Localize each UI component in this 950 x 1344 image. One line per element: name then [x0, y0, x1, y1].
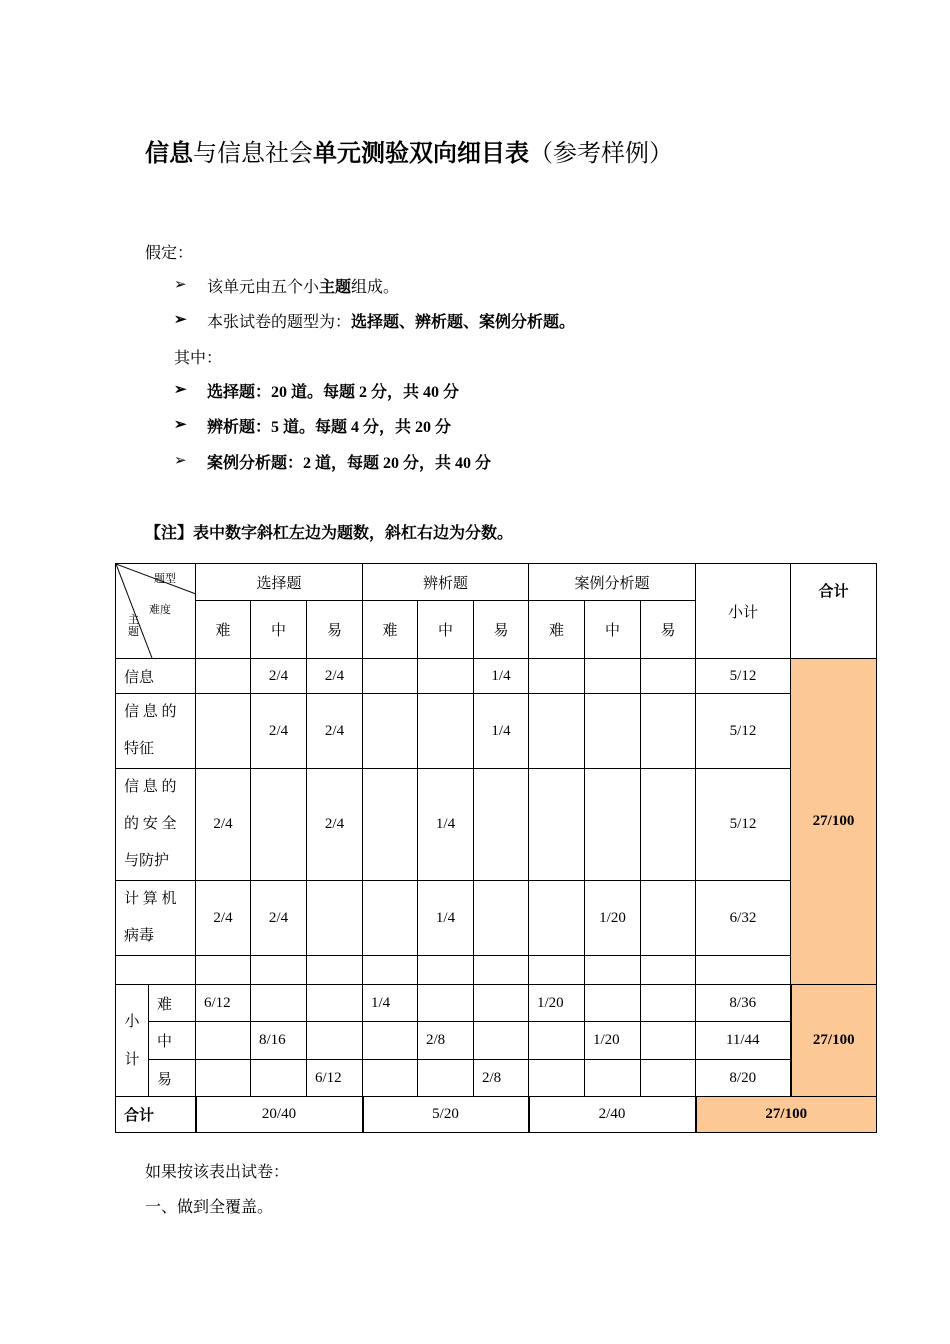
difficulty-label: 难度 — [149, 604, 171, 616]
table-cell — [363, 769, 418, 881]
table-cell: 2/4 — [307, 769, 363, 881]
among-label: 其中： — [174, 350, 223, 367]
bullet-arrow-icon: ➢ — [174, 382, 187, 398]
table-cell — [474, 769, 529, 881]
bullet-line-4: 辨析题：5 道。每题 4 分，共 20 分 — [207, 419, 452, 436]
b2-bold: 选择题、辨析题、案例分析题。 — [351, 314, 576, 331]
table-row — [116, 985, 877, 1022]
table-cell: 6/12 — [307, 1060, 363, 1097]
table-cell: 2/4 — [251, 881, 307, 956]
table-cell: 2/4 — [307, 659, 363, 694]
table-cell — [418, 1060, 474, 1097]
subtotal-label-cell — [116, 985, 149, 1097]
table-cell — [196, 659, 251, 694]
table-cell — [307, 881, 363, 956]
table-cell — [196, 956, 251, 985]
subtotal-cell: 8/20 — [696, 1060, 791, 1097]
table-cell: 2/8 — [474, 1060, 529, 1097]
table-cell — [474, 985, 529, 1022]
table-row — [116, 956, 877, 985]
table-cell — [585, 659, 641, 694]
table-cell: 1/20 — [529, 985, 585, 1022]
level-total-cell: 27/100 — [791, 985, 877, 1097]
subtotal-cell — [696, 956, 791, 985]
table-cell: 1/4 — [418, 769, 474, 881]
table-note: 【注】表中数字斜杠左边为题数，斜杠右边为分数。 — [145, 525, 514, 542]
table-cell — [641, 694, 696, 769]
table-cell — [307, 985, 363, 1022]
b2-pre: 本张试卷的题型为： — [207, 314, 352, 331]
table-cell: 2/4 — [196, 769, 251, 881]
bullet-line-2 — [207, 309, 575, 332]
level-mid: 中 — [585, 601, 641, 659]
topic-cell: 信 息 的 的 安 全 与防护 — [116, 769, 196, 881]
table-cell — [418, 985, 474, 1022]
title-part-4: （参考样例） — [529, 140, 673, 167]
table-cell — [585, 1060, 641, 1097]
table-cell — [307, 1022, 363, 1060]
level-easy: 易 — [474, 601, 529, 659]
level-hard: 难 — [196, 601, 251, 659]
table-row — [116, 881, 877, 956]
table-cell: 1/20 — [585, 881, 641, 956]
subtotal-header: 小计 — [696, 564, 791, 659]
table-cell — [585, 769, 641, 881]
total-header: 合计 — [791, 564, 877, 659]
b1-pre: 该单元由五个小 — [207, 279, 320, 296]
table-cell: 2/4 — [307, 694, 363, 769]
total-analysis: 5/20 — [363, 1097, 529, 1133]
level-hard: 难 — [363, 601, 418, 659]
group-header-analysis: 辨析题 — [363, 564, 529, 601]
level-cell: 难 — [149, 985, 196, 1022]
topic-cell: 信 息 的 特征 — [116, 694, 196, 769]
table-cell: 2/4 — [196, 881, 251, 956]
table-cell: 1/4 — [474, 659, 529, 694]
table-cell — [418, 694, 474, 769]
table-cell — [196, 1022, 251, 1060]
table-cell — [585, 694, 641, 769]
spec-table — [115, 563, 877, 1133]
table-cell — [529, 1060, 585, 1097]
table-row — [116, 1022, 877, 1060]
topic-cell — [116, 956, 196, 985]
footer-line-1: 如果按该表出试卷： — [145, 1164, 290, 1181]
table-cell — [529, 769, 585, 881]
table-cell — [641, 659, 696, 694]
subtotal-cell: 5/12 — [696, 694, 791, 769]
b1-bold: 主题 — [319, 279, 352, 296]
bullet-line-5: 案例分析题：2 道，每题 20 分，共 40 分 — [207, 455, 492, 472]
table-cell — [641, 1022, 696, 1060]
topic-label: 主题 — [128, 614, 139, 638]
group-header-case: 案例分析题 — [529, 564, 696, 601]
table-cell — [363, 659, 418, 694]
table-cell: 2/8 — [418, 1022, 474, 1060]
table-cell — [251, 985, 307, 1022]
topic-cell: 计 算 机 病毒 — [116, 881, 196, 956]
topic-total-cell: 27/100 — [791, 659, 877, 985]
total-choice: 20/40 — [196, 1097, 363, 1133]
table-cell — [641, 769, 696, 881]
title-part-1: 信息 — [145, 140, 193, 167]
table-cell — [363, 1022, 418, 1060]
table-cell — [363, 1060, 418, 1097]
topic-cell: 信息 — [116, 659, 196, 694]
table-cell: 2/4 — [251, 659, 307, 694]
table-cell — [585, 956, 641, 985]
level-mid: 中 — [418, 601, 474, 659]
table-cell — [418, 659, 474, 694]
bullet-arrow-icon: ➢ — [174, 277, 187, 293]
table-cell — [363, 694, 418, 769]
footer-line-2: 一、做到全覆盖。 — [145, 1199, 274, 1216]
group-header-choice: 选择题 — [196, 564, 363, 601]
table-cell: 2/4 — [251, 694, 307, 769]
bullet-arrow-icon: ➢ — [174, 453, 187, 469]
table-cell — [474, 956, 529, 985]
subtotal-cell: 5/12 — [696, 769, 791, 881]
diagonal-header-cell — [116, 564, 196, 659]
table-cell — [474, 881, 529, 956]
table-cell — [418, 956, 474, 985]
table-cell: 8/16 — [251, 1022, 307, 1060]
table-row — [116, 1060, 877, 1097]
subtotal-cell: 11/44 — [696, 1022, 791, 1060]
b1-post: 组成。 — [351, 279, 400, 296]
bullet-line-3: 选择题：20 道。每题 2 分，共 40 分 — [207, 384, 460, 401]
title-part-2: 与信息社会 — [193, 140, 313, 167]
grand-total: 27/100 — [696, 1097, 877, 1133]
table-cell: 1/4 — [363, 985, 418, 1022]
table-cell — [529, 659, 585, 694]
bullet-arrow-icon: ➢ — [174, 312, 187, 328]
table-cell — [641, 1060, 696, 1097]
total-row — [116, 1097, 877, 1133]
table-cell — [251, 769, 307, 881]
table-cell: 1/20 — [585, 1022, 641, 1060]
title-part-3: 单元测验双向细目表 — [313, 140, 529, 167]
subtotal-cell: 6/32 — [696, 881, 791, 956]
level-cell: 易 — [149, 1060, 196, 1097]
total-case: 2/40 — [529, 1097, 696, 1133]
table-cell — [585, 985, 641, 1022]
level-hard: 难 — [529, 601, 585, 659]
table-cell — [641, 956, 696, 985]
table-cell — [529, 956, 585, 985]
table-cell — [529, 881, 585, 956]
table-cell: 1/4 — [418, 881, 474, 956]
table-cell — [251, 956, 307, 985]
subtotal-label-2: 计 — [124, 1051, 140, 1068]
level-easy: 易 — [641, 601, 696, 659]
table-row — [116, 769, 877, 881]
table-cell — [474, 1022, 529, 1060]
header-row-1 — [116, 564, 877, 601]
subtotal-cell: 8/36 — [696, 985, 791, 1022]
level-easy: 易 — [307, 601, 363, 659]
table-row — [116, 659, 877, 694]
subtotal-label-1: 小 — [124, 1013, 140, 1030]
table-cell — [641, 985, 696, 1022]
level-cell: 中 — [149, 1022, 196, 1060]
table-cell — [196, 1060, 251, 1097]
table-cell — [363, 956, 418, 985]
total-label: 合计 — [116, 1097, 196, 1133]
bullet-line-1 — [207, 274, 399, 297]
table-cell — [641, 881, 696, 956]
table-cell: 6/12 — [196, 985, 251, 1022]
page-title — [145, 133, 673, 168]
table-cell — [529, 694, 585, 769]
table-row — [116, 694, 877, 769]
table-cell — [529, 1022, 585, 1060]
table-cell — [196, 694, 251, 769]
level-mid: 中 — [251, 601, 307, 659]
table-cell — [251, 1060, 307, 1097]
table-cell — [363, 881, 418, 956]
table-cell: 1/4 — [474, 694, 529, 769]
bullet-arrow-icon: ➢ — [174, 417, 187, 433]
assume-label: 假定： — [145, 245, 194, 262]
table-cell — [307, 956, 363, 985]
type-label: 题型 — [154, 573, 176, 585]
subtotal-cell: 5/12 — [696, 659, 791, 694]
